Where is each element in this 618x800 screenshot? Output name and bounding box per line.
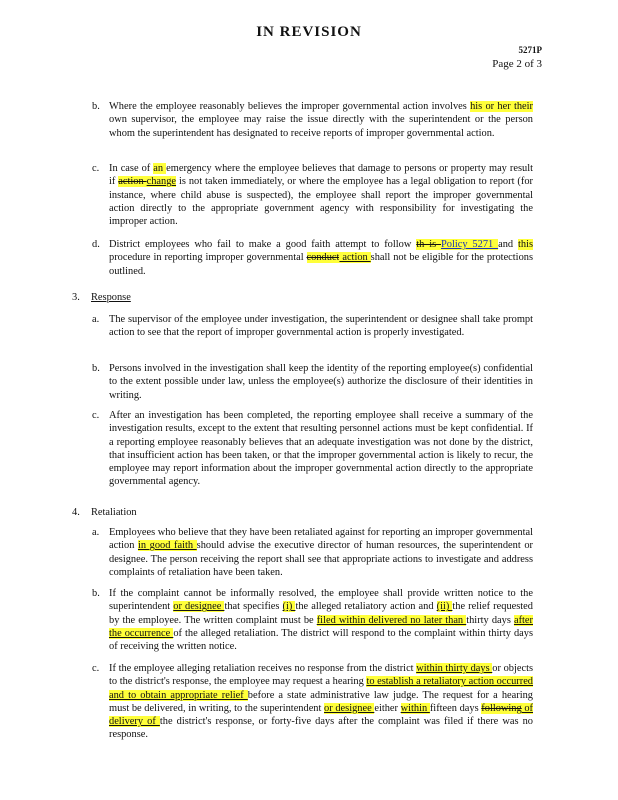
paragraph-3a: The supervisor of the employee under investigation, the superintendent or designee shall take prompt action to see that the report of improper governmental action is properly investigated. <box>109 314 533 339</box>
policy-code: 5271P <box>518 45 542 55</box>
section-number: 4. <box>72 507 80 518</box>
page-number: Page 2 of 3 <box>492 58 542 70</box>
paragraph-3b: Persons involved in the investigation shall keep the identity of the reporting employee(s) confidential to the extent possible under law, unless the employee(s) authorize the disclosure of their identities in writing. <box>109 363 533 401</box>
paragraph-4a: Employees who believe that they have been retaliated against for reporting an improper governmental action in good faith should advise the executive director of human resources, the superintendent or designee. The person receiving the report shall see that appropriate actions to investigate and address complaints of retaliation have been taken. <box>109 527 533 578</box>
section-heading-response: Response <box>91 292 131 303</box>
item-label: c. <box>92 663 100 674</box>
item-label: c. <box>92 163 100 174</box>
paragraph-d-protections: District employees who fail to make a good faith attempt to follow th is Policy 5271 and this procedure in reporting improper governmental conduct action shall not be eligible for the protections outlined. <box>109 239 534 277</box>
item-label: c. <box>92 410 100 421</box>
section-heading-retaliation: Retaliation <box>91 507 137 518</box>
paragraph-3c: After an investigation has been completed, the reporting employee shall receive a summary of the investigation results, except to the extent that resulting personnel actions must be kept confidential. If a reporting employee reasonably believes that an adequate investigation was not done by the district, that insufficient action has been taken, or that the improper governmental action is likely to recur, the employee may report information about the improper governmental action directly to the appropriate governmental agency. <box>109 410 533 488</box>
page-title: IN REVISION <box>256 24 362 40</box>
revision-highlight: his or her their <box>470 101 533 112</box>
item-label: b. <box>92 363 100 374</box>
section-number: 3. <box>72 292 80 303</box>
item-label: d. <box>92 239 100 250</box>
paragraph-c-emergency: In case of an emergency where the employee believes that damage to persons or property may result if action change is not taken immediately, or where the employee has a legal obligation to report (for instance, where child abuse is suspected), the employee shall report the improper governmental action directly to the appropriate government agency with responsibility for investigating the improper action. <box>109 163 533 228</box>
item-label: b. <box>92 101 100 112</box>
item-label: b. <box>92 588 100 599</box>
item-label: a. <box>92 527 100 538</box>
item-label: a. <box>92 314 100 325</box>
paragraph-4c: If the employee alleging retaliation receives no response from the district within thirty days or objects to the district's response, the employee may request a hearing to establish a retaliatory action occurred and to obtain appropriate relief before a state administrative law judge. The request for a hearing must be delivered, in writing, to the superintendent or designee either within fifteen days following of delivery of the district's response, or forty-five days after the complaint was filed if there was no response. <box>109 663 534 741</box>
paragraph-4b: If the complaint cannot be informally resolved, the employee shall provide written notice to the superintendent or designee that specifies (i) the alleged retaliatory action and (ii) the relief requested by the employee. The written complaint must be filed within delivered no later than thirty days after the occurrence of the alleged retaliation. The district will respond to the complaint within thirty days of receiving the written notice. <box>109 588 533 653</box>
policy-link[interactable]: Policy 5271 <box>441 239 499 250</box>
paragraph-b-supervisor: Where the employee reasonably believes the improper governmental action involves his or her their own supervisor, the employee may raise the issue directly with the superintendent or the person whom the superintendent has designated to receive reports of improper governmental action. <box>109 101 533 139</box>
